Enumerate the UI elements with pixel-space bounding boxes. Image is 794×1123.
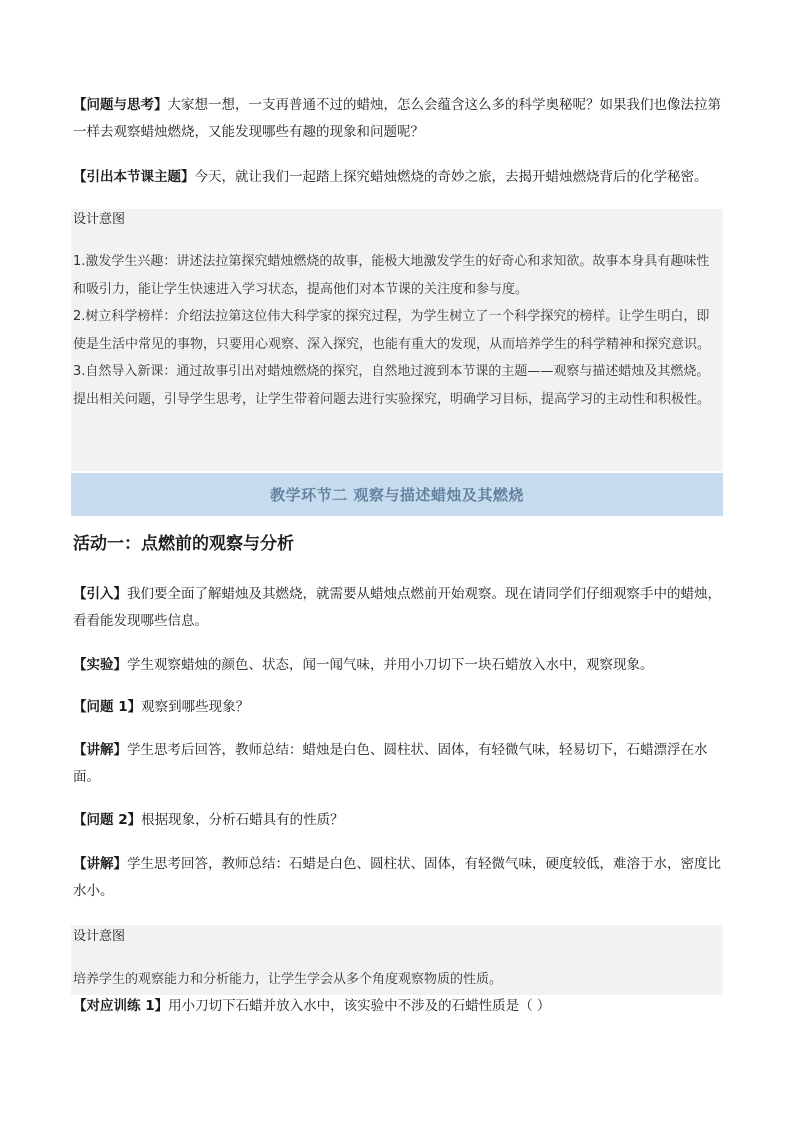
design-intent-box-2 <box>71 925 723 995</box>
question-1-tag: 【问题 1】 <box>73 699 142 715</box>
design-intent-item: 3.自然导入新课：通过故事引出对蜡烛燃烧的探究，自然地过渡到本节课的主题——观察与描述蜡烛及其燃烧。提出相关问题，引导学生思考，让学生带着问题去进行实验探究，明确学习目标，提高学习的主动性和积极性。 <box>73 364 711 407</box>
section-banner: 教学环节二 观察与描述蜡烛及其燃烧 <box>71 473 723 516</box>
question-1-paragraph <box>73 694 733 721</box>
problem-text: 大家想一想，一支再普通不过的蜡烛，怎么会蕴含这么多的科学奥秘呢？如果我们也像法拉第一样去观察蜡烛燃烧，又能发现哪些有趣的现象和问题呢？ <box>73 97 721 140</box>
design-intent-label: 设计意图 <box>73 929 126 944</box>
question-2-paragraph <box>73 807 733 834</box>
design-intent-body <box>71 248 723 413</box>
intro-topic-tag: 【引出本节课主题】 <box>73 169 195 185</box>
training-tag: 【对应训练 1】 <box>73 998 169 1014</box>
training-text: 用小刀切下石蜡并放入水中，该实验中不涉及的石蜡性质是（ ） <box>168 998 551 1014</box>
question-2-text: 根据现象，分析石蜡具有的性质？ <box>141 812 344 828</box>
design-intent-box-1 <box>71 209 723 471</box>
intro-topic-paragraph <box>73 164 733 191</box>
activity-intro-tag: 【引入】 <box>73 586 127 602</box>
intro-topic-text: 今天，就让我们一起踏上探究蜡烛燃烧的奇妙之旅，去揭开蜡烛燃烧背后的化学秘密。 <box>194 169 708 185</box>
explain-1-paragraph <box>73 737 733 791</box>
experiment-paragraph <box>73 652 733 679</box>
question-2-tag: 【问题 2】 <box>73 812 142 828</box>
explain-1-tag: 【讲解】 <box>73 742 127 758</box>
design-intent-item: 2.树立科学榜样：介绍法拉第这位伟大科学家的探究过程，为学生树立了一个科学探究的榜样。让学生明白，即使是生活中常见的事物，只要用心观察、深入探究，也能有重大的发现，从而培养学生的科学精神和探究意识。 <box>73 309 711 352</box>
problem-tag: 【问题与思考】 <box>73 97 168 113</box>
activity-intro-paragraph <box>73 581 733 635</box>
explain-2-text: 学生思考回答，教师总结：石蜡是白色、圆柱状、固体，有轻微气味，硬度较低，难溶于水，密度比水小。 <box>73 856 721 899</box>
problem-paragraph <box>73 92 733 146</box>
design-intent-item: 1.激发学生兴趣：讲述法拉第探究蜡烛燃烧的故事，能极大地激发学生的好奇心和求知欲。故事本身具有趣味性和吸引力，能让学生快速进入学习状态，提高他们对本节课的关注度和参与度。 <box>73 254 710 297</box>
activity-title: 活动一：点燃前的观察与分析 <box>73 534 294 554</box>
design-intent-text: 培养学生的观察能力和分析能力，让学生学会从多个角度观察物质的性质。 <box>73 972 503 987</box>
experiment-text: 学生观察蜡烛的颜色、状态，闻一闻气味，并用小刀切下一块石蜡放入水中，观察现象。 <box>127 657 654 673</box>
experiment-tag: 【实验】 <box>73 657 127 673</box>
explain-2-paragraph <box>73 851 733 905</box>
design-intent-label: 设计意图 <box>73 212 126 227</box>
training-paragraph <box>73 993 733 1020</box>
activity-intro-text: 我们要全面了解蜡烛及其燃烧，就需要从蜡烛点燃前开始观察。现在请同学们仔细观察手中的蜡烛，看看能发现哪些信息。 <box>73 586 721 629</box>
explain-1-text: 学生思考后回答，教师总结：蜡烛是白色、圆柱状、固体，有轻微气味，轻易切下，石蜡漂浮在水面。 <box>73 742 708 785</box>
question-1-text: 观察到哪些现象？ <box>141 699 250 715</box>
explain-2-tag: 【讲解】 <box>73 856 127 872</box>
